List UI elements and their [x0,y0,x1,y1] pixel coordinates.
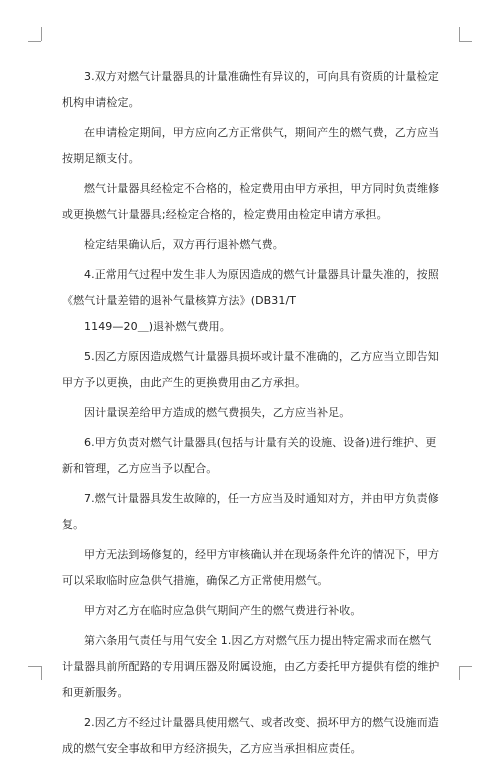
paragraph: 第六条用气责任与用气安全 1.因乙方对燃气压力提出特定需求而在燃气计量器具前所配路的专用调压器及附属设施，由乙方委托甲方提供有偿的维护和更新服务。 [62,634,440,699]
paragraph: 因计量误差给甲方造成的燃气费损失，乙方应当补足。 [84,406,351,419]
paragraph: 6.甲方负责对燃气计量器具(包括与计量有关的设施、设备)进行维护、更新和管理，乙方应当予以配合。 [62,436,437,475]
document-body [62,64,442,762]
paragraph: 燃气计量器具经检定不合格的，检定费用由甲方承担，甲方同时负责维修或更换燃气计量器具;经检定合格的，检定费用由检定申请方承担。 [62,182,440,221]
paragraph: 3.双方对燃气计量器具的计量准确性有异议的，可向具有资质的计量检定机构申请检定。 [62,70,439,109]
paragraph: 1149—20＿)退补燃气费用。 [84,320,231,333]
paragraph: 4.正常用气过程中发生非人为原因造成的燃气计量器具计量失准的，按照《燃气计量差错的退补气量核算方法》(DB31/T [62,268,439,307]
paragraph: 在申请检定期间，甲方应向乙方正常供气，期间产生的燃气费，乙方应当按期足额支付。 [62,126,440,165]
paragraph: 7.燃气计量器具发生故障的，任一方应当及时通知对方，并由甲方负责修复。 [62,492,439,531]
paragraph: 2.因乙方不经过计量器具使用燃气、或者改变、损坏甲方的燃气设施而造成的燃气安全事故和甲方经济损失，乙方应当承担相应责任。 [62,716,439,755]
paragraph: 甲方对乙方在临时应急供气期间产生的燃气费进行补收。 [84,604,362,617]
paragraph: 甲方无法到场修复的，经甲方审核确认并在现场条件允许的情况下，甲方可以采取临时应急供气措施，确保乙方正常使用燃气。 [62,548,440,587]
paragraph: 5.因乙方原因造成燃气计量器具损坏或计量不准确的，乙方应当立即告知甲方予以更换，由此产生的更换费用由乙方承担。 [62,350,439,389]
paragraph: 检定结果确认后，双方再行退补燃气费。 [84,238,284,251]
